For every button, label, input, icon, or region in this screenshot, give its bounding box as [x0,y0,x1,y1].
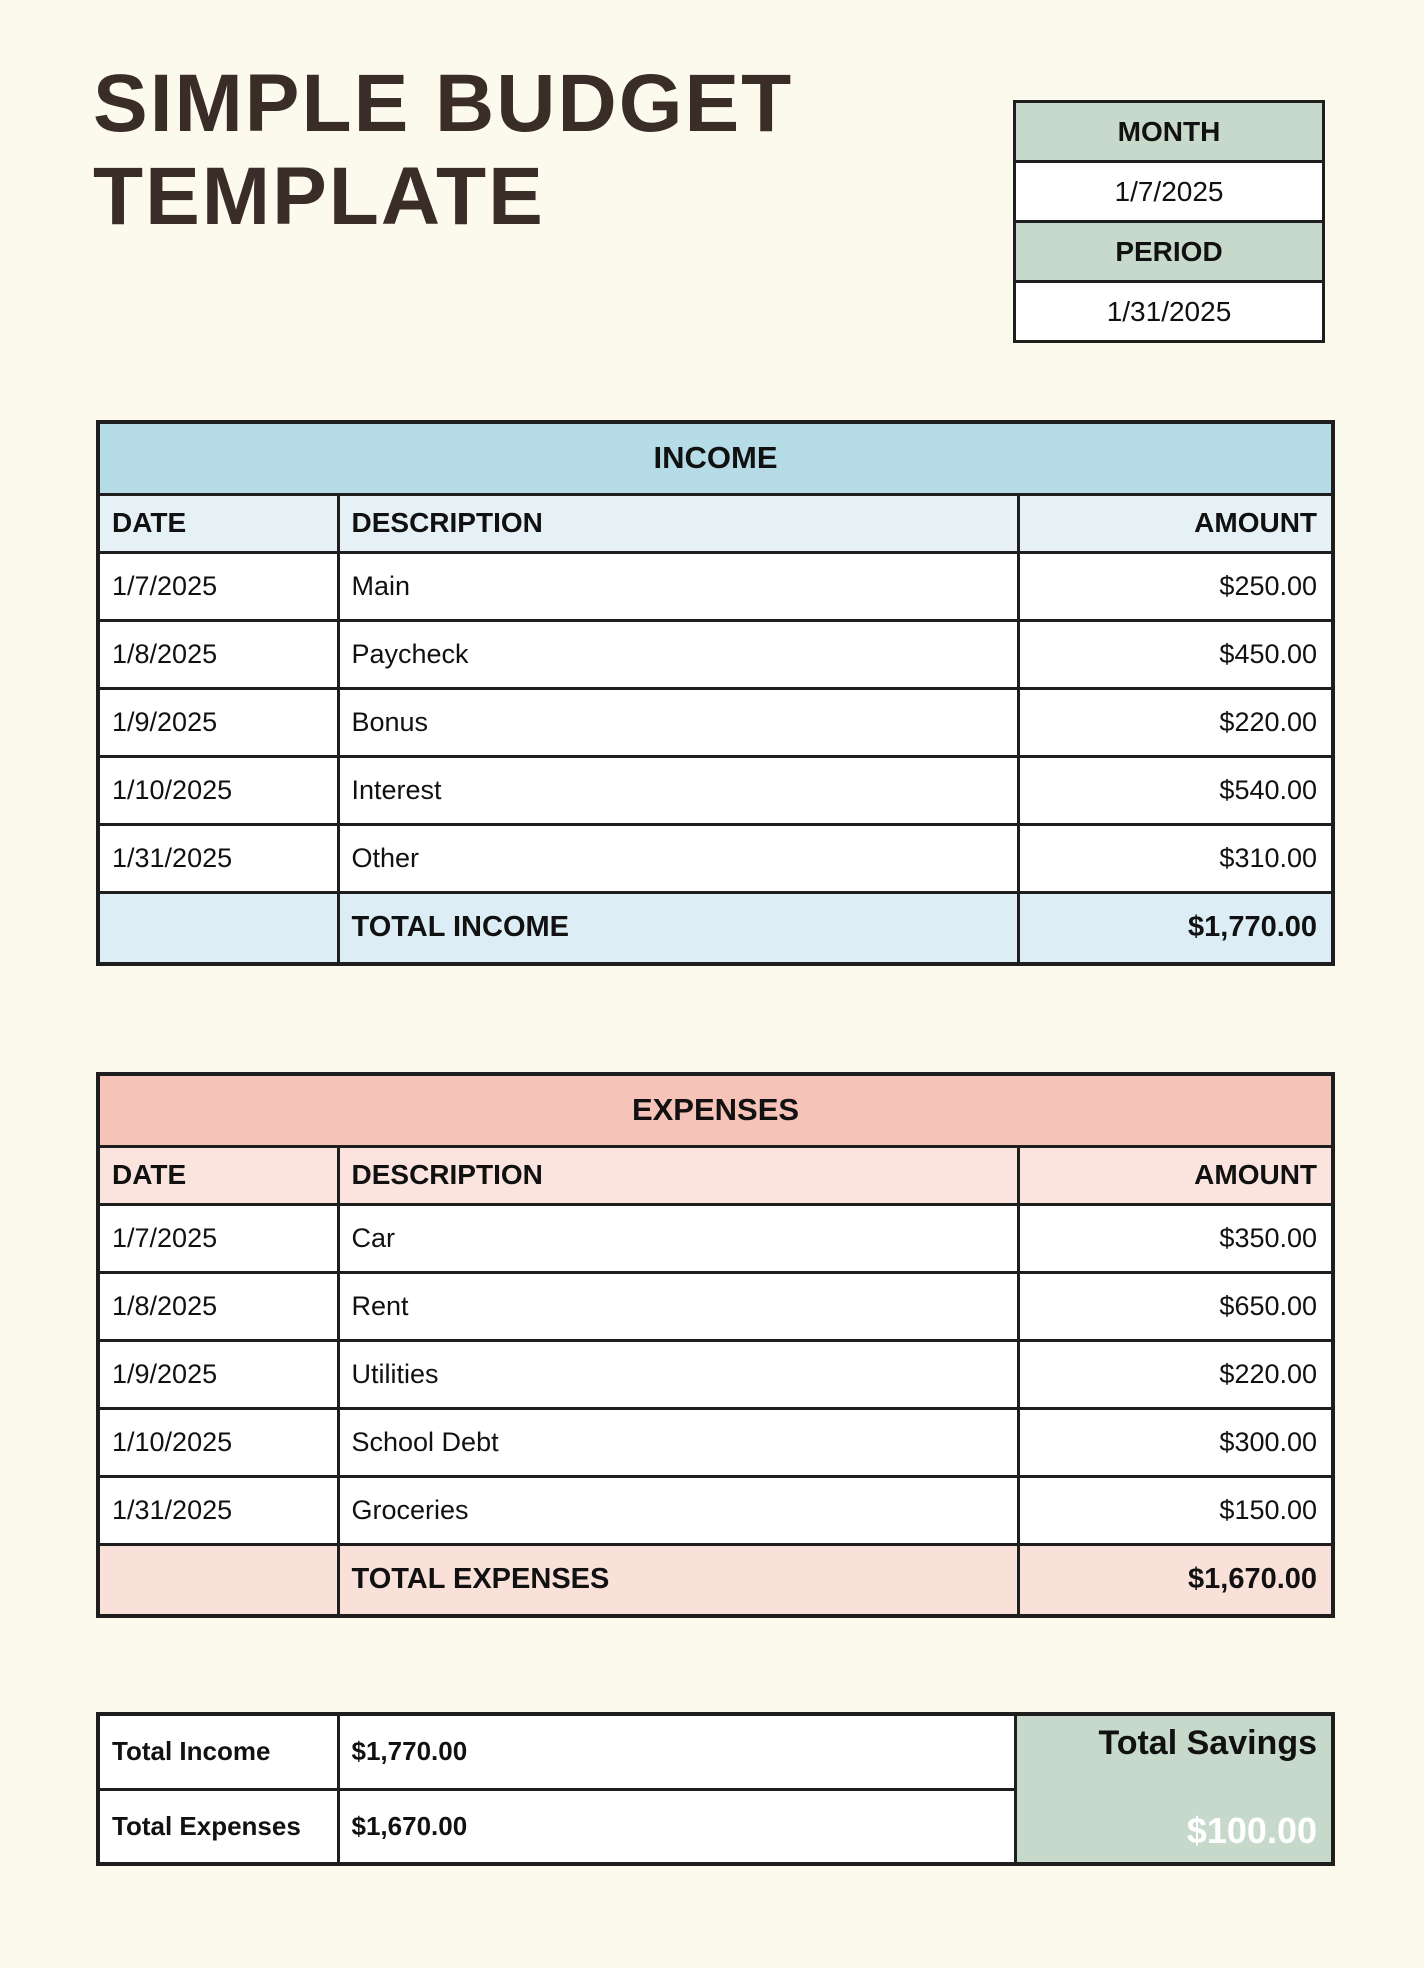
income-date-cell[interactable]: 1/31/2025 [98,824,338,892]
income-col-date: DATE [98,494,338,552]
income-desc-cell[interactable]: Bonus [338,688,1018,756]
summary-total-income-label: Total Income [98,1714,338,1789]
expenses-column-header-row [98,1146,1333,1204]
expenses-date-cell[interactable]: 1/9/2025 [98,1340,338,1408]
total-savings-inner [1031,1724,1318,1852]
period-label: PERIOD [1015,222,1324,282]
month-value-cell[interactable]: 1/7/2025 [1015,162,1324,222]
expenses-desc-cell[interactable]: Utilities [338,1340,1018,1408]
income-amount-cell[interactable]: $310.00 [1018,824,1333,892]
income-row [98,552,1333,620]
income-total-label: TOTAL INCOME [338,892,1018,964]
expenses-date-cell[interactable]: 1/10/2025 [98,1408,338,1476]
income-desc-cell[interactable]: Paycheck [338,620,1018,688]
income-date-cell[interactable]: 1/10/2025 [98,756,338,824]
period-value-cell[interactable]: 1/31/2025 [1015,282,1324,342]
expenses-col-date: DATE [98,1146,338,1204]
income-col-desc: DESCRIPTION [338,494,1018,552]
income-desc-cell[interactable]: Other [338,824,1018,892]
expenses-amount-cell[interactable]: $350.00 [1018,1204,1333,1272]
summary-total-income-row [98,1714,1333,1789]
expenses-row [98,1476,1333,1544]
expenses-row [98,1272,1333,1340]
income-amount-cell[interactable]: $540.00 [1018,756,1333,824]
total-savings-box [1015,1714,1333,1864]
expenses-amount-cell[interactable]: $300.00 [1018,1408,1333,1476]
page-title [93,58,793,243]
summary-total-income-value: $1,770.00 [338,1714,1015,1789]
month-value-row [1015,162,1324,222]
expenses-amount-cell[interactable]: $650.00 [1018,1272,1333,1340]
expenses-table [96,1072,1335,1618]
income-total-empty-cell [98,892,338,964]
month-label: MONTH [1015,102,1324,162]
income-row [98,824,1333,892]
month-period-box [1013,100,1325,343]
month-label-row [1015,102,1324,162]
expenses-col-desc: DESCRIPTION [338,1146,1018,1204]
income-amount-cell[interactable]: $450.00 [1018,620,1333,688]
page-title-line1: SIMPLE BUDGET [93,58,794,149]
expenses-date-cell[interactable]: 1/8/2025 [98,1272,338,1340]
expenses-total-amount: $1,670.00 [1018,1544,1333,1616]
income-date-cell[interactable]: 1/7/2025 [98,552,338,620]
income-amount-cell[interactable]: $220.00 [1018,688,1333,756]
summary-table [96,1712,1335,1866]
expenses-desc-cell[interactable]: Rent [338,1272,1018,1340]
expenses-col-amount: AMOUNT [1018,1146,1333,1204]
total-savings-value: $100.00 [1186,1810,1317,1851]
period-label-row [1015,222,1324,282]
income-row [98,620,1333,688]
expenses-desc-cell[interactable]: School Debt [338,1408,1018,1476]
page-title-line2: TEMPLATE [93,150,545,242]
expenses-row [98,1204,1333,1272]
expenses-section-title: EXPENSES [98,1074,1333,1146]
expenses-desc-cell[interactable]: Car [338,1204,1018,1272]
income-date-cell[interactable]: 1/9/2025 [98,688,338,756]
income-amount-cell[interactable]: $250.00 [1018,552,1333,620]
income-total-row [98,892,1333,964]
expenses-date-cell[interactable]: 1/31/2025 [98,1476,338,1544]
income-col-amount: AMOUNT [1018,494,1333,552]
expenses-amount-cell[interactable]: $220.00 [1018,1340,1333,1408]
income-row [98,756,1333,824]
income-table [96,420,1335,966]
expenses-total-label: TOTAL EXPENSES [338,1544,1018,1616]
period-value-row [1015,282,1324,342]
expenses-row [98,1340,1333,1408]
income-date-cell[interactable]: 1/8/2025 [98,620,338,688]
income-desc-cell[interactable]: Main [338,552,1018,620]
income-total-amount: $1,770.00 [1018,892,1333,964]
income-section-title: INCOME [98,422,1333,494]
summary-total-expenses-value: $1,670.00 [338,1789,1015,1864]
expenses-section-title-row [98,1074,1333,1146]
income-desc-cell[interactable]: Interest [338,756,1018,824]
expenses-desc-cell[interactable]: Groceries [338,1476,1018,1544]
income-column-header-row [98,494,1333,552]
expenses-amount-cell[interactable]: $150.00 [1018,1476,1333,1544]
expenses-total-empty-cell [98,1544,338,1616]
summary-total-expenses-label: Total Expenses [98,1789,338,1864]
income-section-title-row [98,422,1333,494]
total-savings-label: Total Savings [1098,1724,1317,1762]
expenses-total-row [98,1544,1333,1616]
income-row [98,688,1333,756]
expenses-date-cell[interactable]: 1/7/2025 [98,1204,338,1272]
expenses-row [98,1408,1333,1476]
